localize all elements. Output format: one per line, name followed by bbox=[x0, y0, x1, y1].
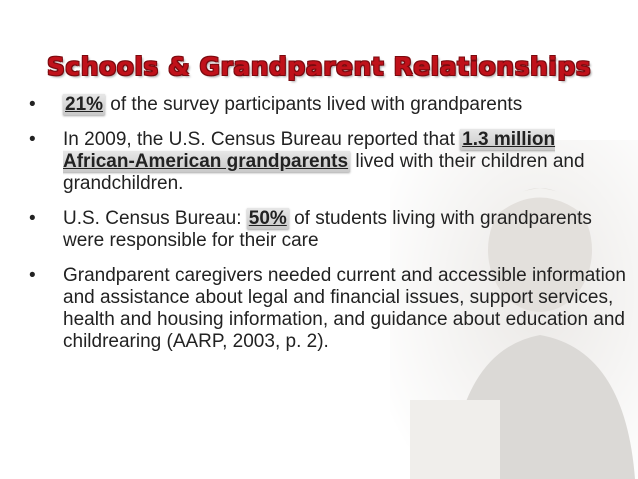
bullet-item bbox=[26, 208, 626, 252]
bullet-item bbox=[26, 94, 626, 116]
highlighted-stat: 21% bbox=[65, 94, 104, 115]
bullet-text: Grandparent caregivers needed current and accessible information and assistance about legal and financial issues, support services, health and housing information, and guidance about education and childrearing (AARP, 2003, p. 2). bbox=[63, 265, 626, 352]
bullet-icon: • bbox=[29, 208, 36, 229]
bullet-text: of the survey participants lived with grandparents bbox=[105, 94, 523, 115]
bullet-text: U.S. Census Bureau: bbox=[63, 208, 247, 229]
bullet-item bbox=[26, 129, 626, 195]
bullet-icon: • bbox=[29, 129, 36, 150]
bullet-text: lived with their children and grandchildren. bbox=[63, 151, 585, 194]
bullet-icon: • bbox=[29, 94, 36, 115]
bullet-text: In 2009, the U.S. Census Bureau reported that bbox=[63, 129, 461, 150]
highlighted-stat: 50% bbox=[248, 208, 287, 229]
bullet-item bbox=[26, 265, 626, 353]
bullet-text: of students living with grandparents were responsible for their care bbox=[63, 208, 592, 251]
bullet-icon: • bbox=[29, 265, 36, 286]
highlighted-stat: 1.3 million African-American grandparents bbox=[63, 129, 556, 172]
bullet-list bbox=[26, 94, 626, 366]
slide-title: Schools & Grandparent Relationships bbox=[46, 52, 592, 81]
